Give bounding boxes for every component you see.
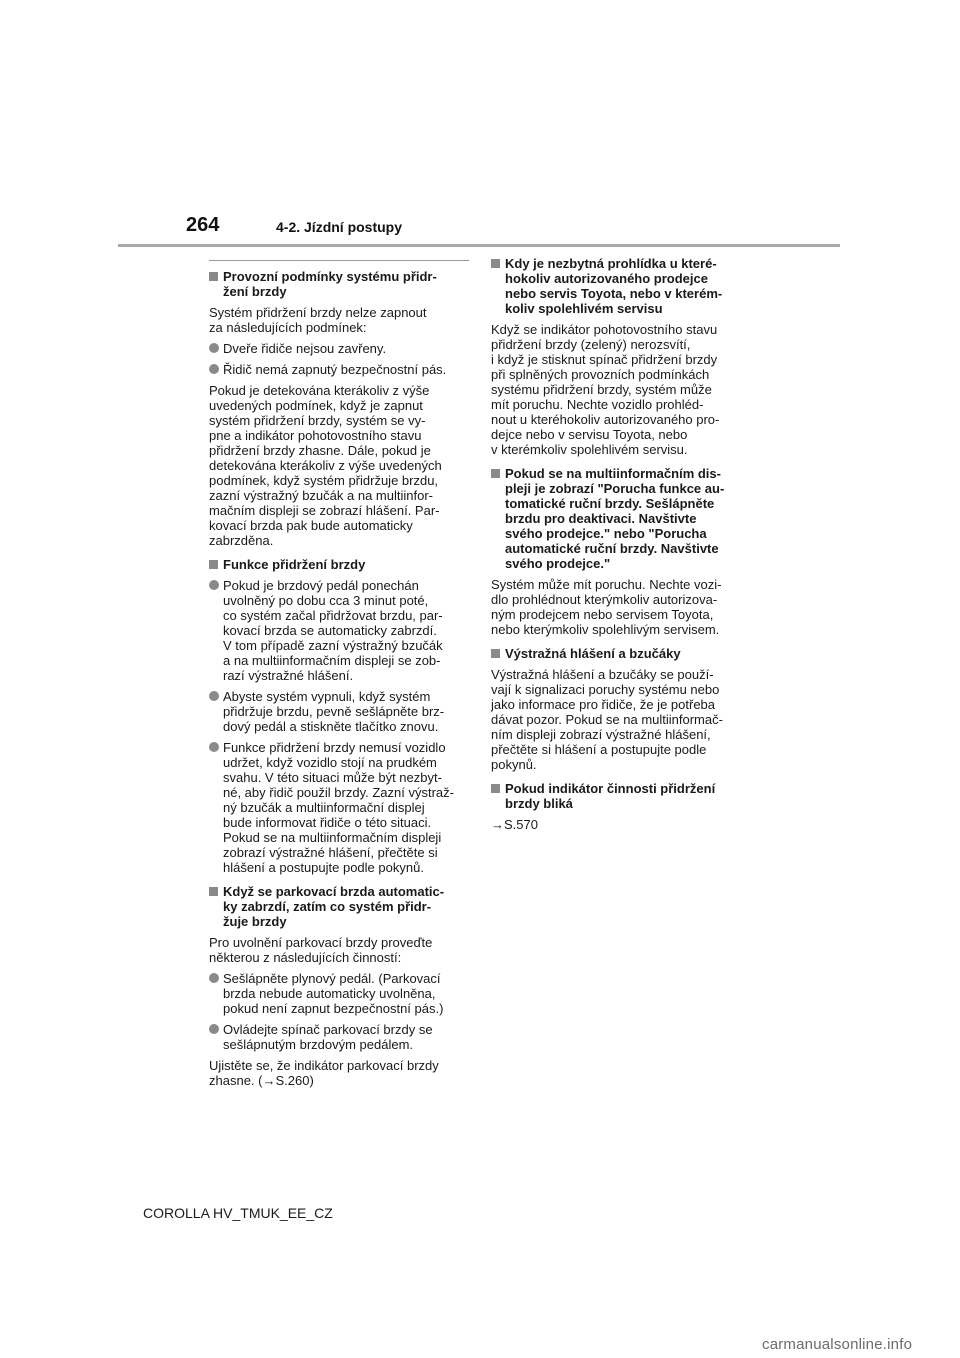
paragraph: Výstražná hlášení a bzučáky se použí- vají k signalizaci poruchy systému nebo jako informace pro řidiče, že je potřeba dávat pozor. Pokud se na multiinformač- ním displeji zobrazí výstražné hlášení, přečtěte si hlášení a postupujte podle pokynů. — [491, 667, 723, 772]
heading-text: Pokud se na multiinformačním dis- pleji je zobrazí "Porucha funkce au- tomatické ruční brzdy. Sešlápněte brzdu pro deaktivaci. Navštivte svého prodejce." nebo "Porucha automatické ruční brzdy. Navštivte svého prodejce." — [505, 466, 725, 571]
paragraph: Pro uvolnění parkovací brzdy proveďte některou z následujících činností: — [209, 935, 433, 965]
circle-bullet-icon — [209, 580, 219, 590]
footer-model-code: COROLLA HV_TMUK_EE_CZ — [143, 1205, 333, 1221]
circle-bullet-icon — [209, 742, 219, 752]
square-bullet-icon — [209, 560, 218, 569]
square-bullet-icon — [209, 887, 218, 896]
paragraph: Pokud je detekována kterákoliv z výše uvedených podmínek, když je zapnut systém přidržení brzdy, systém se vy- pne a indikátor pohotovostního stavu přidržení brzdy zhasne. Dále, pokud je detekována kterákoliv z výše uvedených podmínek, když systém přidržuje brzdu, zazní výstražný bzučák a na multiinfor- mačním displeji se zobrazí hlášení. Par- kovací brzda pak bude automaticky zabrzděna. — [209, 383, 442, 548]
heading-text: Funkce přidržení brzdy — [223, 557, 366, 572]
heading-text: Kdy je nezbytná prohlídka u které- hokoliv autorizovaného prodejce nebo servis Toyota, nebo v kterém- koliv spolehlivém servisu — [505, 256, 723, 316]
bullet-text: Dveře řidiče nejsou zavřeny. — [223, 341, 387, 356]
square-bullet-icon — [491, 784, 500, 793]
bullet-item — [209, 341, 469, 356]
heading-text: Výstražná hlášení a bzučáky — [505, 646, 681, 661]
circle-bullet-icon — [209, 343, 219, 353]
section-title: 4-2. Jízdní postupy — [276, 219, 403, 235]
bullet-text: Řidič nemá zapnutý bezpečnostní pás. — [223, 362, 447, 377]
square-bullet-icon — [491, 649, 500, 658]
paragraph-reference: Ujistěte se, že indikátor parkovací brzdy zhasne. (→S.260) — [209, 1058, 439, 1088]
bullet-text: Sešlápněte plynový pedál. (Parkovací brzda nebude automaticky uvolněna, pokud není zapnut bezpečnostní pás.) — [223, 971, 444, 1016]
heading-operating-conditions — [209, 269, 469, 299]
bullet-item — [209, 740, 469, 875]
heading-text: Pokud indikátor činnosti přidržení brzdy bliká — [505, 781, 716, 811]
heading-parking-brake-auto — [209, 884, 469, 929]
heading-brake-hold-function — [209, 557, 469, 572]
watermark: carmanualsonline.info — [762, 1336, 913, 1353]
heading-malfunction-message — [491, 466, 751, 571]
bullet-item — [209, 1022, 469, 1052]
bullet-text: Funkce přidržení brzdy nemusí vozidlo udržet, když vozidlo stojí na prudkém svahu. V této situaci může být nezbyt- né, aby řidič použil brzdy. Zazní výstraž- ný bzučák a multiinformační displej bude informovat řidiče o této situaci. Pokud se na multiinformačním displeji zobrazí výstražné hlášení, přečtěte si hlášení a postupujte podle pokynů. — [223, 740, 454, 875]
circle-bullet-icon — [209, 691, 219, 701]
square-bullet-icon — [209, 272, 218, 281]
heading-indicator-flashing — [491, 781, 751, 811]
heading-inspection-needed — [491, 256, 751, 316]
bullet-item — [209, 362, 469, 377]
page-number: 264 — [186, 214, 220, 236]
paragraph-reference: →S.570 — [491, 817, 538, 832]
paragraph: Systém může mít poruchu. Nechte vozi- dlo prohlédnout kterýmkoliv autorizova- ným prodejcem nebo servisem Toyota, nebo kterýmkoliv spolehlivým servisem. — [491, 577, 722, 637]
circle-bullet-icon — [209, 1024, 219, 1034]
heading-warnings-buzzers — [491, 646, 751, 661]
paragraph: Když se indikátor pohotovostního stavu přidržení brzdy (zelený) nerozsvítí, i když je stisknut spínač přidržení brzdy při splněných provozních podmínkách systému přidržení brzdy, systém může mít poruchu. Nechte vozidlo prohléd- nout u kteréhokoliv autorizovaného pro- dejce nebo v servisu Toyota, nebo v kterémkoliv spolehlivém servisu. — [491, 322, 720, 457]
right-column — [491, 256, 751, 838]
circle-bullet-icon — [209, 973, 219, 983]
header-rule — [118, 244, 840, 247]
square-bullet-icon — [491, 469, 500, 478]
bullet-text: Pokud je brzdový pedál ponechán uvolněný po dobu cca 3 minut poté, co systém začal přidržovat brzdu, par- kovací brzda se automaticky zabrzdí. V tom případě zazní výstražný bzučák a na multiinformačním displeji se zob- razí výstražné hlášení. — [223, 578, 443, 683]
square-bullet-icon — [491, 259, 500, 268]
bullet-item — [209, 971, 469, 1016]
heading-text: Když se parkovací brzda automatic- ky zabrzdí, zatím co systém přidr- žuje brzdy — [223, 884, 445, 929]
column-top-rule — [209, 260, 469, 261]
circle-bullet-icon — [209, 364, 219, 374]
paragraph: Systém přidržení brzdy nelze zapnout za následujících podmínek: — [209, 305, 427, 335]
bullet-text: Ovládejte spínač parkovací brzdy se sešlápnutým brzdovým pedálem. — [223, 1022, 433, 1052]
heading-text: Provozní podmínky systému přidr- žení brzdy — [223, 269, 437, 299]
bullet-text: Abyste systém vypnuli, když systém přidržuje brzdu, pevně sešlápněte brz- dový pedál a stiskněte tlačítko znovu. — [223, 689, 445, 734]
bullet-item — [209, 578, 469, 683]
bullet-item — [209, 689, 469, 734]
left-column — [209, 256, 469, 1094]
